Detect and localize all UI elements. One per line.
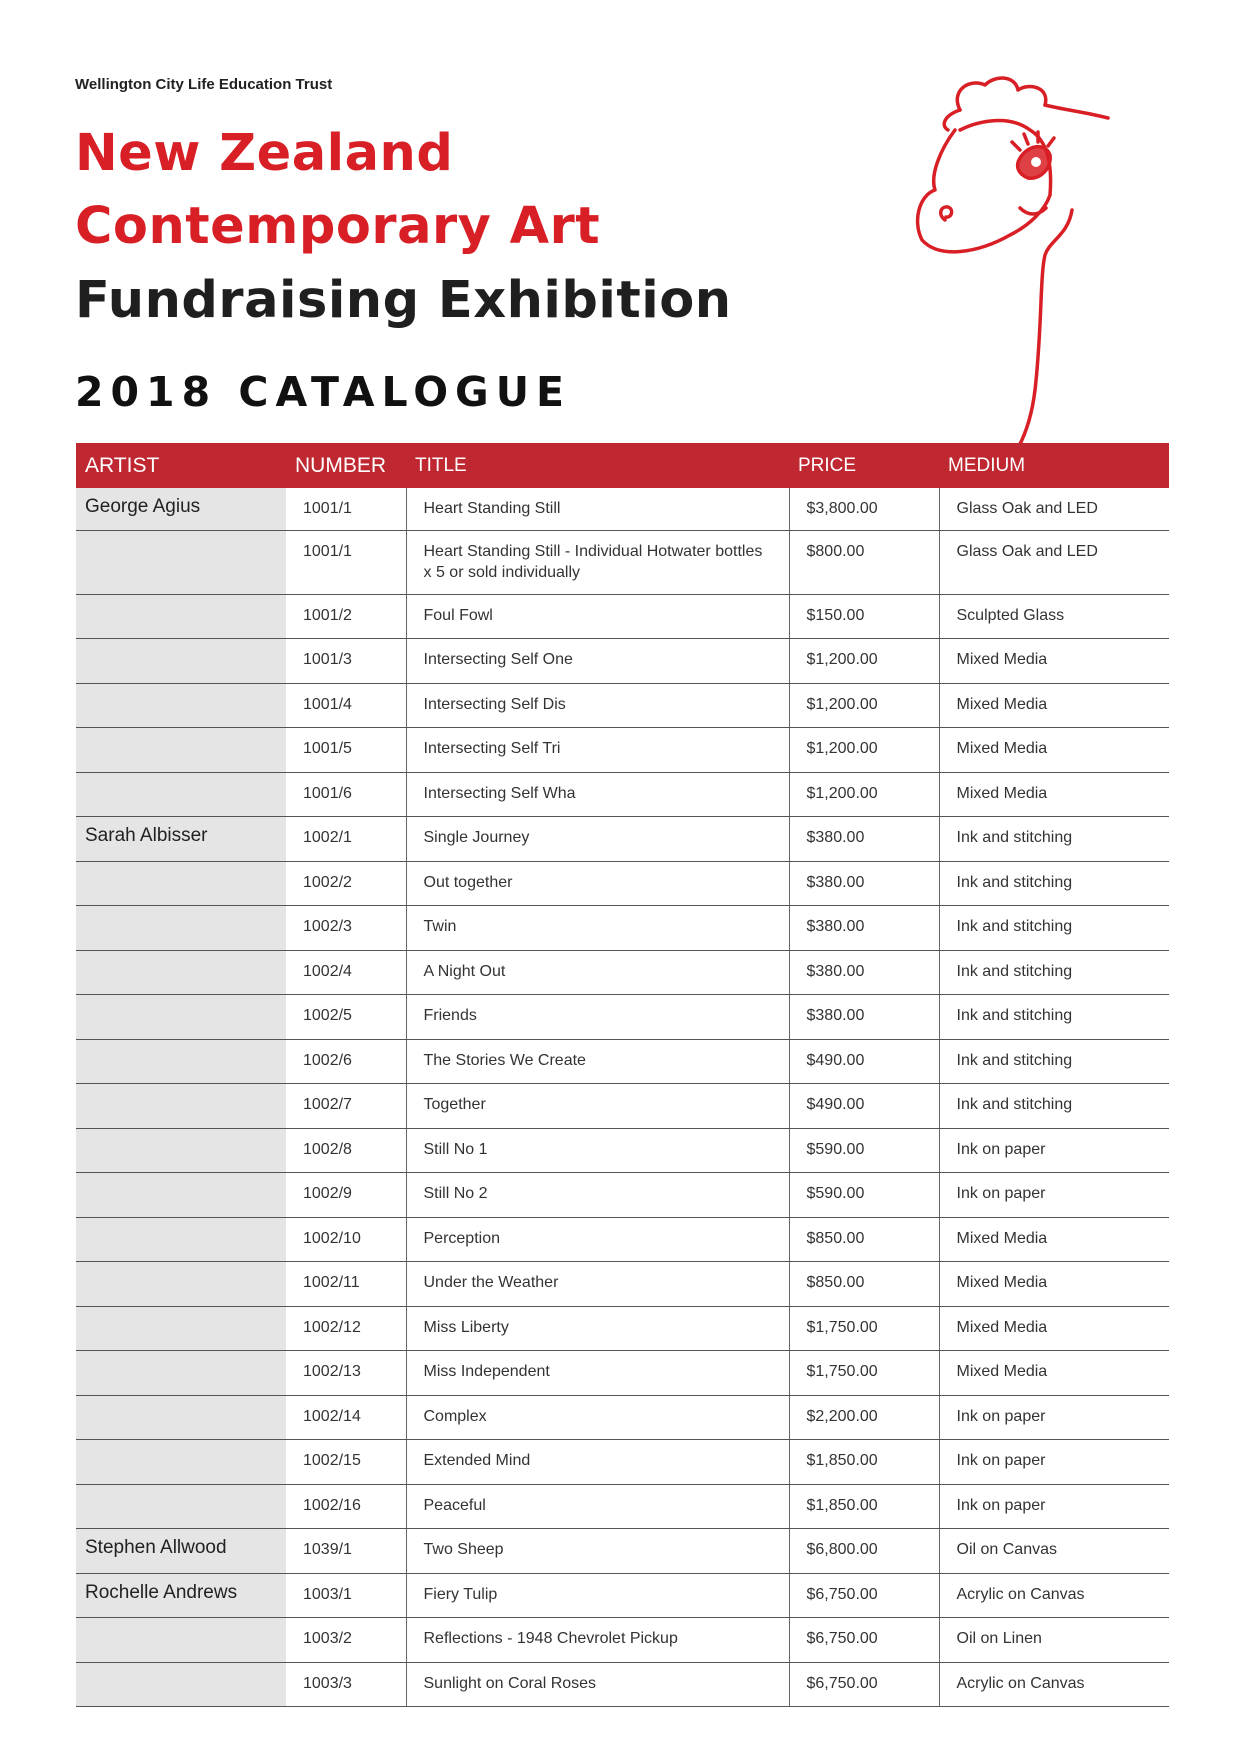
table-row xyxy=(76,530,1169,594)
number-cell: 1002/14 xyxy=(286,1395,406,1440)
price-cell: $590.00 xyxy=(789,1173,939,1218)
medium-cell: Ink and stitching xyxy=(939,1084,1169,1129)
price-cell: $380.00 xyxy=(789,817,939,862)
artist-cell xyxy=(76,1084,286,1129)
artist-cell xyxy=(76,1618,286,1663)
artist-cell xyxy=(76,772,286,817)
title-cell: Complex xyxy=(406,1395,789,1440)
number-cell: 1001/5 xyxy=(286,728,406,773)
medium-cell: Ink and stitching xyxy=(939,817,1169,862)
title-cell: Under the Weather xyxy=(406,1262,789,1307)
table-row xyxy=(76,1395,1169,1440)
number-cell: 1001/2 xyxy=(286,594,406,639)
medium-cell: Mixed Media xyxy=(939,728,1169,773)
artist-cell xyxy=(76,995,286,1040)
medium-cell: Mixed Media xyxy=(939,1217,1169,1262)
artist-cell: Stephen Allwood xyxy=(76,1529,286,1574)
artist-cell xyxy=(76,1306,286,1351)
organization-name: Wellington City Life Education Trust xyxy=(75,76,333,93)
column-header-medium: MEDIUM xyxy=(939,443,1169,488)
table-row xyxy=(76,1662,1169,1707)
medium-cell: Ink on paper xyxy=(939,1484,1169,1529)
title-cell: Twin xyxy=(406,906,789,951)
price-cell: $1,200.00 xyxy=(789,683,939,728)
artist-cell xyxy=(76,728,286,773)
title-cell: Together xyxy=(406,1084,789,1129)
price-cell: $1,750.00 xyxy=(789,1351,939,1396)
price-cell: $6,750.00 xyxy=(789,1618,939,1663)
table-row xyxy=(76,488,1169,530)
table-row xyxy=(76,1573,1169,1618)
price-cell: $590.00 xyxy=(789,1128,939,1173)
number-cell: 1001/3 xyxy=(286,639,406,684)
title-cell: Reflections - 1948 Chevrolet Pickup xyxy=(406,1618,789,1663)
artist-cell xyxy=(76,594,286,639)
artist-cell: Rochelle Andrews xyxy=(76,1573,286,1618)
medium-cell: Sculpted Glass xyxy=(939,594,1169,639)
price-cell: $1,850.00 xyxy=(789,1484,939,1529)
price-cell: $3,800.00 xyxy=(789,488,939,530)
medium-cell: Ink and stitching xyxy=(939,861,1169,906)
number-cell: 1002/2 xyxy=(286,861,406,906)
medium-cell: Glass Oak and LED xyxy=(939,488,1169,530)
table-row xyxy=(76,1039,1169,1084)
price-cell: $380.00 xyxy=(789,906,939,951)
artist-cell xyxy=(76,1395,286,1440)
title-line-1: New Zealand xyxy=(75,124,454,183)
medium-cell: Ink on paper xyxy=(939,1128,1169,1173)
medium-cell: Ink and stitching xyxy=(939,906,1169,951)
title-cell: Extended Mind xyxy=(406,1440,789,1485)
number-cell: 1002/6 xyxy=(286,1039,406,1084)
price-cell: $6,800.00 xyxy=(789,1529,939,1574)
title-cell: Intersecting Self Tri xyxy=(406,728,789,773)
number-cell: 1002/8 xyxy=(286,1128,406,1173)
table-row xyxy=(76,995,1169,1040)
artist-cell xyxy=(76,530,286,594)
price-cell: $2,200.00 xyxy=(789,1395,939,1440)
table-row xyxy=(76,1484,1169,1529)
price-cell: $1,750.00 xyxy=(789,1306,939,1351)
artist-cell xyxy=(76,1039,286,1084)
table-row xyxy=(76,772,1169,817)
medium-cell: Mixed Media xyxy=(939,1262,1169,1307)
medium-cell: Acrylic on Canvas xyxy=(939,1662,1169,1707)
table-row xyxy=(76,1262,1169,1307)
title-cell: Perception xyxy=(406,1217,789,1262)
medium-cell: Ink and stitching xyxy=(939,995,1169,1040)
table-row xyxy=(76,639,1169,684)
medium-cell: Ink on paper xyxy=(939,1395,1169,1440)
artist-cell xyxy=(76,1173,286,1218)
table-row xyxy=(76,950,1169,995)
medium-cell: Mixed Media xyxy=(939,639,1169,684)
artist-cell xyxy=(76,1440,286,1485)
table-row xyxy=(76,906,1169,951)
number-cell: 1001/1 xyxy=(286,530,406,594)
title-cell: A Night Out xyxy=(406,950,789,995)
artist-cell xyxy=(76,950,286,995)
column-header-price: PRICE xyxy=(789,443,939,488)
medium-cell: Ink and stitching xyxy=(939,1039,1169,1084)
title-cell: Intersecting Self One xyxy=(406,639,789,684)
title-cell: Peaceful xyxy=(406,1484,789,1529)
table-row xyxy=(76,1217,1169,1262)
medium-cell: Acrylic on Canvas xyxy=(939,1573,1169,1618)
artist-cell xyxy=(76,1262,286,1307)
artist-cell xyxy=(76,906,286,951)
artist-cell xyxy=(76,1484,286,1529)
title-cell: Out together xyxy=(406,861,789,906)
price-cell: $380.00 xyxy=(789,861,939,906)
title-cell: Heart Standing Still xyxy=(406,488,789,530)
title-cell: Miss Independent xyxy=(406,1351,789,1396)
title-cell: Miss Liberty xyxy=(406,1306,789,1351)
title-cell: Heart Standing Still - Individual Hotwater bottles x 5 or sold individually xyxy=(406,530,789,594)
table-row xyxy=(76,1173,1169,1218)
title-cell: Still No 2 xyxy=(406,1173,789,1218)
medium-cell: Ink on paper xyxy=(939,1173,1169,1218)
medium-cell: Ink on paper xyxy=(939,1440,1169,1485)
title-cell: Sunlight on Coral Roses xyxy=(406,1662,789,1707)
number-cell: 1002/7 xyxy=(286,1084,406,1129)
price-cell: $380.00 xyxy=(789,950,939,995)
number-cell: 1002/9 xyxy=(286,1173,406,1218)
number-cell: 1001/4 xyxy=(286,683,406,728)
artist-cell xyxy=(76,861,286,906)
medium-cell: Ink and stitching xyxy=(939,950,1169,995)
title-cell: Friends xyxy=(406,995,789,1040)
medium-cell: Mixed Media xyxy=(939,683,1169,728)
price-cell: $6,750.00 xyxy=(789,1573,939,1618)
price-cell: $1,200.00 xyxy=(789,728,939,773)
artist-cell: George Agius xyxy=(76,488,286,530)
column-header-artist: ARTIST xyxy=(76,443,286,488)
artist-cell xyxy=(76,683,286,728)
column-header-number: NUMBER xyxy=(286,443,406,488)
number-cell: 1002/5 xyxy=(286,995,406,1040)
title-cell: Intersecting Self Wha xyxy=(406,772,789,817)
artist-cell xyxy=(76,1662,286,1707)
price-cell: $380.00 xyxy=(789,995,939,1040)
table-row xyxy=(76,1084,1169,1129)
table-row xyxy=(76,861,1169,906)
table-row xyxy=(76,594,1169,639)
artist-cell: Sarah Albisser xyxy=(76,817,286,862)
number-cell: 1002/1 xyxy=(286,817,406,862)
price-cell: $1,200.00 xyxy=(789,639,939,684)
price-cell: $490.00 xyxy=(789,1039,939,1084)
table-row xyxy=(76,1128,1169,1173)
price-cell: $850.00 xyxy=(789,1217,939,1262)
table-row xyxy=(76,1618,1169,1663)
title-cell: Single Journey xyxy=(406,817,789,862)
number-cell: 1003/1 xyxy=(286,1573,406,1618)
number-cell: 1002/13 xyxy=(286,1351,406,1396)
title-cell: Still No 1 xyxy=(406,1128,789,1173)
price-cell: $1,200.00 xyxy=(789,772,939,817)
number-cell: 1001/1 xyxy=(286,488,406,530)
column-header-title: TITLE xyxy=(406,443,789,488)
number-cell: 1002/10 xyxy=(286,1217,406,1262)
title-cell: Intersecting Self Dis xyxy=(406,683,789,728)
price-cell: $850.00 xyxy=(789,1262,939,1307)
table-row xyxy=(76,817,1169,862)
catalogue-table xyxy=(76,443,1169,1707)
table-header-row xyxy=(76,443,1169,488)
price-cell: $800.00 xyxy=(789,530,939,594)
title-line-3: Fundraising Exhibition xyxy=(75,271,732,330)
number-cell: 1002/15 xyxy=(286,1440,406,1485)
medium-cell: Oil on Canvas xyxy=(939,1529,1169,1574)
table-row xyxy=(76,1529,1169,1574)
catalogue-heading: 2018 CATALOGUE xyxy=(75,368,572,416)
title-cell: Two Sheep xyxy=(406,1529,789,1574)
number-cell: 1003/2 xyxy=(286,1618,406,1663)
price-cell: $1,850.00 xyxy=(789,1440,939,1485)
table-row xyxy=(76,728,1169,773)
medium-cell: Oil on Linen xyxy=(939,1618,1169,1663)
title-line-2: Contemporary Art xyxy=(75,197,601,256)
artist-cell xyxy=(76,1217,286,1262)
price-cell: $150.00 xyxy=(789,594,939,639)
number-cell: 1002/16 xyxy=(286,1484,406,1529)
title-cell: Foul Fowl xyxy=(406,594,789,639)
number-cell: 1002/3 xyxy=(286,906,406,951)
medium-cell: Mixed Media xyxy=(939,772,1169,817)
table-row xyxy=(76,1440,1169,1485)
artist-cell xyxy=(76,639,286,684)
giraffe-logo-icon xyxy=(900,70,1140,450)
medium-cell: Glass Oak and LED xyxy=(939,530,1169,594)
price-cell: $6,750.00 xyxy=(789,1662,939,1707)
medium-cell: Mixed Media xyxy=(939,1351,1169,1396)
title-cell: The Stories We Create xyxy=(406,1039,789,1084)
number-cell: 1002/4 xyxy=(286,950,406,995)
artist-cell xyxy=(76,1128,286,1173)
title-cell: Fiery Tulip xyxy=(406,1573,789,1618)
table-row xyxy=(76,683,1169,728)
price-cell: $490.00 xyxy=(789,1084,939,1129)
artist-cell xyxy=(76,1351,286,1396)
number-cell: 1002/11 xyxy=(286,1262,406,1307)
table-row xyxy=(76,1351,1169,1396)
number-cell: 1001/6 xyxy=(286,772,406,817)
medium-cell: Mixed Media xyxy=(939,1306,1169,1351)
number-cell: 1039/1 xyxy=(286,1529,406,1574)
table-row xyxy=(76,1306,1169,1351)
number-cell: 1002/12 xyxy=(286,1306,406,1351)
number-cell: 1003/3 xyxy=(286,1662,406,1707)
